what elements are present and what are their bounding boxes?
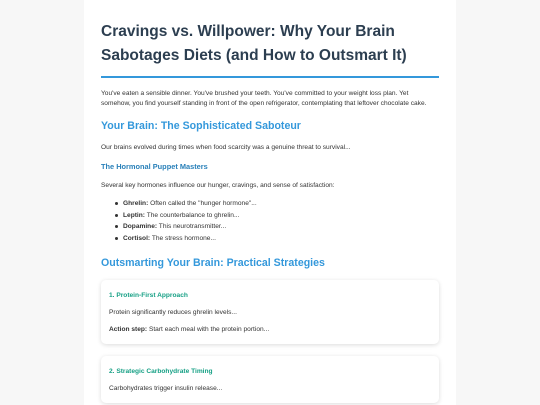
section-paragraph: Our brains evolved during times when food scarcity was a genuine threat to survival... (101, 144, 351, 151)
list-item (115, 221, 439, 233)
intro-paragraph: You've eaten a sensible dinner. You've brushed your teeth. You've committed to your weight loss plan. Yet somehow, you find yourself standing in front of the open refrigerator, contemplating that leftover chocolate cake. (101, 90, 427, 107)
hormone-desc: This neurotransmitter... (157, 223, 227, 230)
hormones-intro: Several key hormones influence our hunger, cravings, and sense of satisfaction: (101, 182, 335, 189)
hormone-desc: Often called the "hunger hormone"... (148, 200, 257, 207)
strategy-card (101, 280, 439, 344)
section-heading-strategies: Outsmarting Your Brain: Practical Strategies (101, 257, 325, 269)
action-step (109, 325, 431, 335)
article-title: Cravings vs. Willpower: Why Your Brain Sabotages Diets (and How to Outsmart It) (101, 20, 439, 78)
hormone-name: Leptin: (123, 211, 145, 219)
strategy-title: 1. Protein-First Approach (109, 292, 188, 299)
strategy-text: Carbohydrates trigger insulin release... (109, 385, 223, 392)
list-item (115, 233, 439, 245)
list-item (115, 198, 439, 210)
strategy-text: Protein significantly reduces ghrelin levels... (109, 309, 237, 316)
article-page (84, 0, 456, 405)
hormone-desc: The stress hormone... (150, 234, 216, 242)
subheading-hormones: The Hormonal Puppet Masters (101, 162, 208, 171)
list-item (115, 210, 439, 222)
action-label: Action step: (109, 326, 148, 333)
strategy-title: 2. Strategic Carbohydrate Timing (109, 368, 213, 375)
hormone-list (101, 198, 439, 244)
strategy-card (101, 356, 439, 403)
action-text: Start each meal with the protein portion... (147, 326, 270, 333)
hormone-name: Cortisol: (123, 234, 151, 242)
hormone-name: Ghrelin: (123, 200, 149, 207)
section-heading-saboteur: Your Brain: The Sophisticated Saboteur (101, 120, 301, 132)
hormone-name: Dopamine: (123, 223, 158, 230)
hormone-desc: The counterbalance to ghrelin... (144, 211, 240, 219)
